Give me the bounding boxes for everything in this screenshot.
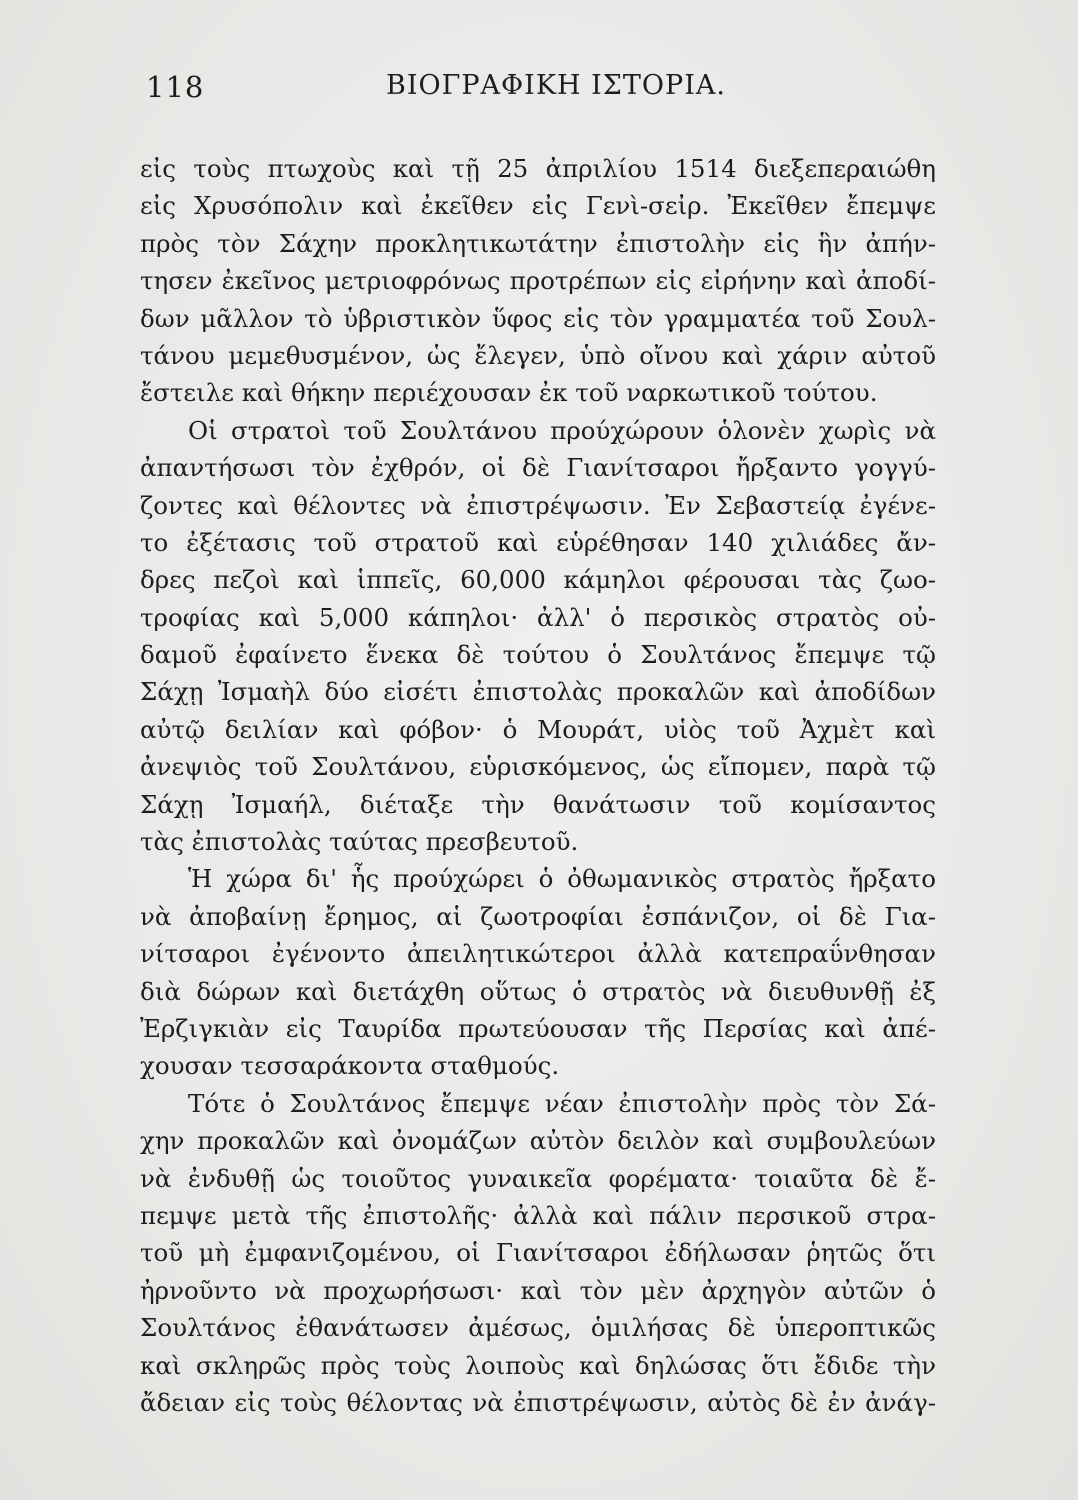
text-line: τοῦ μὴ ἐμφανιζομένου, οἱ Γιανίτσαροι ἐδήλωσαν ῥητῶς ὅτι bbox=[140, 1238, 936, 1268]
text-line: τησεν ἐκεῖνος μετριοφρόνως προτρέπων εἰς εἰρήνην καὶ ἀποδί- bbox=[140, 266, 936, 296]
text-line: Οἱ στρατοὶ τοῦ Σουλτάνου προύχώρουν ὁλονὲν χωρὶς νὰ bbox=[188, 415, 936, 445]
text-line: εἰς Χρυσόπολιν καὶ ἐκεῖθεν εἰς Γενὶ-σεἰρ. Ἐκεῖθεν ἔπεμψε bbox=[140, 191, 936, 221]
text-line: Σάχῃ Ἰσμαὴλ δύο εἰσέτι ἐπιστολὰς προκαλῶν καὶ ἀποδίδων bbox=[140, 677, 936, 707]
text-line: τροφίας καὶ 5,000 κάπηλοι· ἀλλ' ὁ περσικὸς στρατὸς οὐ- bbox=[140, 602, 936, 632]
text-line: δαμοῦ ἐφαίνετο ἕνεκα δὲ τούτου ὁ Σουλτάνος ἔπεμψε τῷ bbox=[140, 640, 936, 670]
running-title: ΒΙΟΓΡΑΦΙΚΗ ΙΣΤΟΡΙΑ. bbox=[386, 70, 726, 101]
text-line: τάνου μεμεθυσμένον, ὡς ἔλεγεν, ὑπὸ οἴνου καὶ χάριν αὐτοῦ bbox=[140, 340, 936, 370]
text-line: δων μᾶλλον τὸ ὑβριστικὸν ὕφος εἰς τὸν γραμματέα τοῦ Σουλ- bbox=[140, 303, 936, 333]
text-line: χην προκαλῶν καὶ ὀνομάζων αὐτὸν δειλὸν καὶ συμβουλεύων bbox=[140, 1126, 936, 1156]
text-line: καὶ σκληρῶς πρὸς τοὺς λοιποὺς καὶ δηλώσας ὅτι ἔδιδε τὴν bbox=[140, 1350, 936, 1380]
text-line: το ἐξέτασις τοῦ στρατοῦ καὶ εὑρέθησαν 140 χιλιάδες ἄν- bbox=[140, 527, 936, 557]
text-line: χουσαν τεσσαράκοντα σταθμούς. bbox=[140, 1051, 560, 1081]
text-line: νίτσαροι ἐγένοντο ἀπειλητικώτεροι ἀλλὰ κατεπραΰνθησαν bbox=[140, 939, 936, 969]
text-line: Ἡ χώρα δι' ἧς προύχώρει ὁ ὀθωμανικὸς στρατὸς ἤρξατο bbox=[188, 864, 936, 894]
text-line: αὐτῷ δειλίαν καὶ φόβον· ὁ Μουράτ, υἱὸς τοῦ Ἀχμὲτ καὶ bbox=[140, 714, 936, 744]
text-line: ἔστειλε καὶ θήκην περιέχουσαν ἐκ τοῦ ναρκωτικοῦ τούτου. bbox=[140, 378, 878, 408]
running-head bbox=[146, 70, 936, 120]
page-number: 118 bbox=[146, 70, 205, 104]
text-line: πρὸς τὸν Σάχην προκλητικωτάτην ἐπιστολὴν εἰς ἣν ἀπήν- bbox=[140, 228, 936, 258]
text-line: Τότε ὁ Σουλτάνος ἔπεμψε νέαν ἐπιστολὴν πρὸς τὸν Σά- bbox=[188, 1088, 936, 1118]
text-line: ἄδειαν εἰς τοὺς θέλοντας νὰ ἐπιστρέψωσιν, αὐτὸς δὲ ἐν ἀνάγ- bbox=[140, 1387, 936, 1417]
text-line: Σουλτάνος ἐθανάτωσεν ἀμέσως, ὁμιλήσας δὲ ὑπεροπτικῶς bbox=[140, 1313, 936, 1343]
text-line: Ἐρζιγκιὰν εἰς Ταυρίδα πρωτεύουσαν τῆς Περσίας καὶ ἀπέ- bbox=[140, 1013, 936, 1043]
text-line: ἀπαντήσωσι τὸν ἐχθρόν, οἱ δὲ Γιανίτσαροι ἤρξαντο γογγύ- bbox=[140, 453, 936, 483]
text-line: Σάχῃ Ἰσμαήλ, διέταξε τὴν θανάτωσιν τοῦ κομίσαντος bbox=[140, 789, 936, 819]
text-line: εἰς τοὺς πτωχοὺς καὶ τῇ 25 ἀπριλίου 1514 διεξεπεραιώθη bbox=[140, 154, 936, 183]
text-line: νὰ ἀποβαίνῃ ἔρημος, αἱ ζωοτροφίαι ἐσπάνιζον, οἱ δὲ Για- bbox=[140, 901, 936, 931]
text-line: τὰς ἐπιστολὰς ταύτας πρεσβευτοῦ. bbox=[140, 827, 579, 857]
text-line: ἀνεψιὸς τοῦ Σουλτάνου, εὑρισκόμενος, ὡς εἴπομεν, παρὰ τῷ bbox=[140, 752, 936, 782]
text-line: ζοντες καὶ θέλοντες νὰ ἐπιστρέψωσιν. Ἐν Σεβαστείᾳ ἐγένε- bbox=[140, 490, 936, 520]
text-line: δρες πεζοὶ καὶ ἱππεῖς, 60,000 κάμηλοι φέρουσαι τὰς ζωο- bbox=[140, 565, 936, 595]
text-line: πεμψε μετὰ τῆς ἐπιστολῆς· ἀλλὰ καὶ πάλιν περσικοῦ στρα- bbox=[140, 1200, 936, 1230]
body-text bbox=[140, 150, 936, 1421]
text-line: νὰ ἐνδυθῇ ὡς τοιοῦτος γυναικεῖα φορέματα· τοιαῦτα δὲ ἔ- bbox=[140, 1163, 936, 1193]
text-line: ἠρνοῦντο νὰ προχωρήσωσι· καὶ τὸν μὲν ἀρχηγὸν αὐτῶν ὁ bbox=[140, 1275, 936, 1305]
text-line: διὰ δώρων καὶ διετάχθη οὕτως ὁ στρατὸς νὰ διευθυνθῇ ἐξ bbox=[140, 976, 936, 1006]
